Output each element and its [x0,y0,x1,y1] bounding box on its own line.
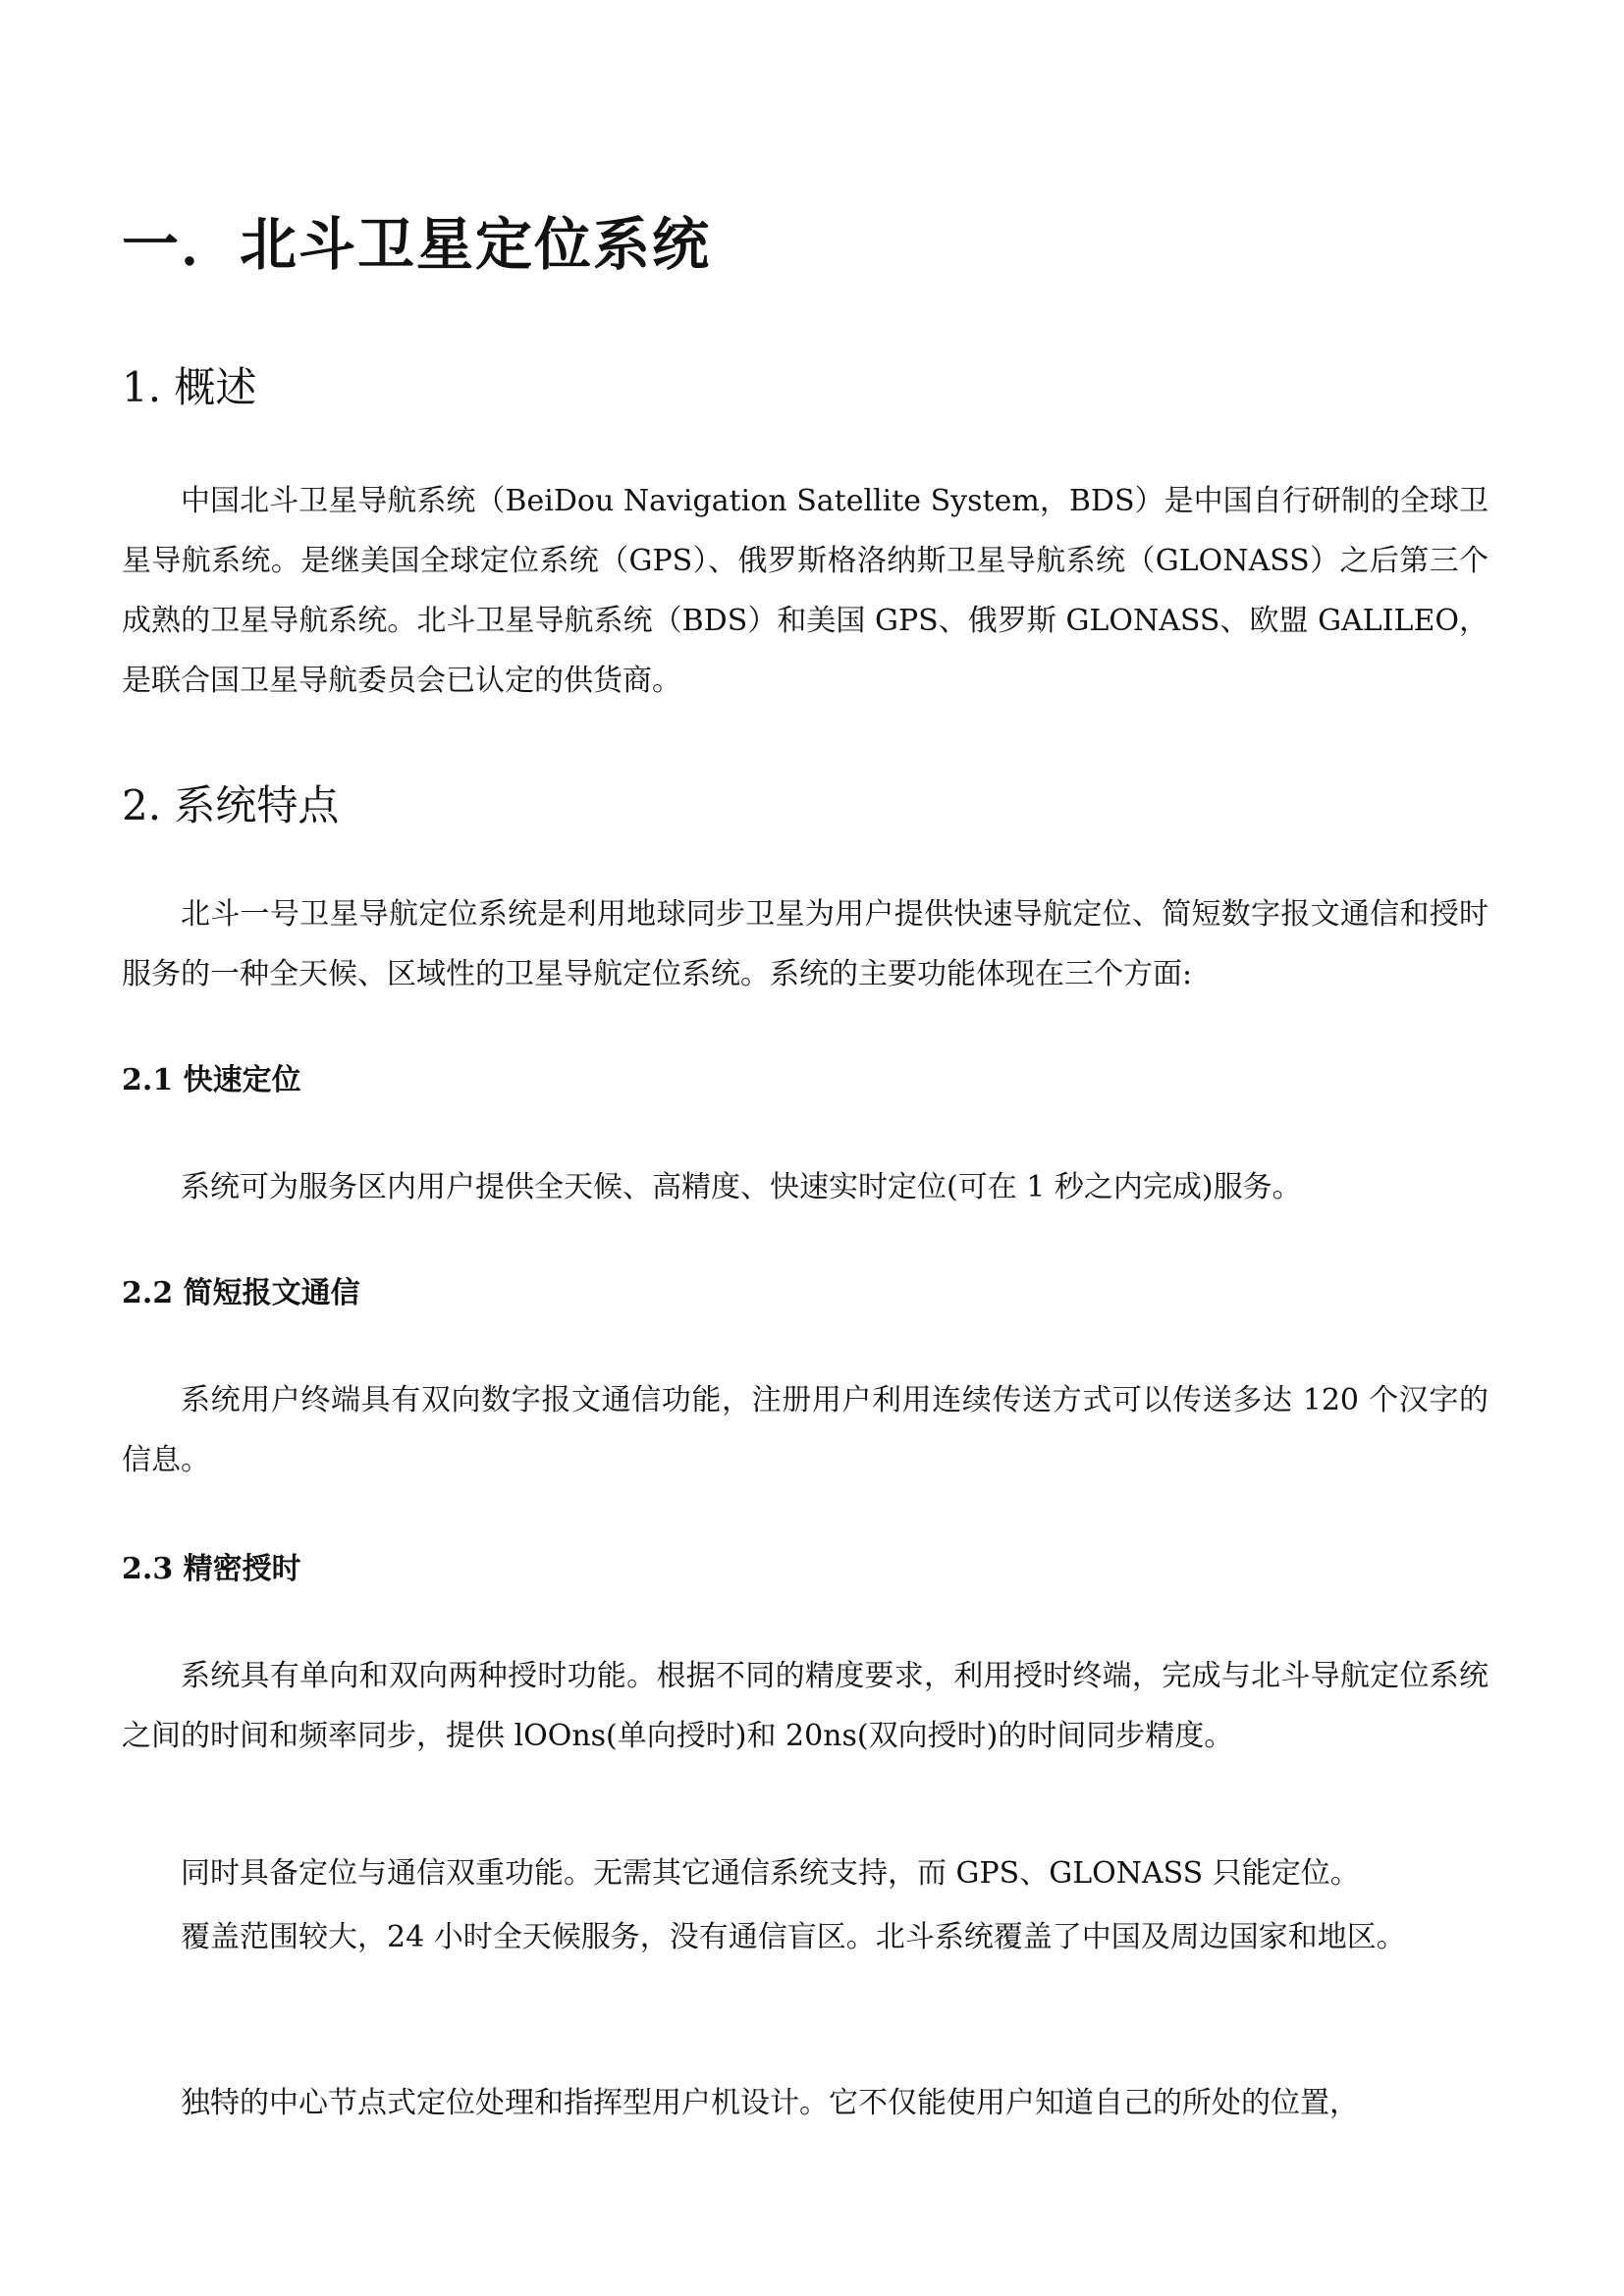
subsection-title-timing: 2.3 精密授时 [122,1552,301,1586]
paragraph-overview: 中国北斗卫星导航系统（BeiDou Navigation Satellite System，BDS）是中国自行研制的全球卫星导航系统。是继美国全球定位系统（GPS）、俄罗斯格洛纳斯卫星导航系统（GLONASS）之后第三个成熟的卫星导航系统。北斗卫星导航系统（BDS）和美国 GPS、俄罗斯 GLONASS、欧盟 GALILEO，是联合国卫星导航委员会已认定的供货商。 [122,484,1489,698]
main-heading: 一．北斗卫星定位系统 [122,211,712,278]
subsection-title-fast-positioning: 2.1 快速定位 [122,1063,301,1097]
subsection-title-short-message: 2.2 简短报文通信 [122,1276,360,1310]
paragraph-extra-2: 覆盖范围较大，24 小时全天候服务，没有通信盲区。北斗系统覆盖了中国及周边国家和地区。 [181,1920,1406,1954]
paragraph-features: 北斗一号卫星导航定位系统是利用地球同步卫星为用户提供快速导航定位、简短数字报文通信和授时服务的一种全天候、区域性的卫星导航定位系统。系统的主要功能体现在三个方面: [122,897,1489,991]
paragraph-extra-3: 独特的中心节点式定位处理和指挥型用户机设计。它不仅能使用户知道自己的所处的位置， [181,2086,1359,2120]
paragraph-short-message: 系统用户终端具有双向数字报文通信功能，注册用户利用连续传送方式可以传送多达 120 个汉字的信息。 [122,1383,1489,1477]
paragraph-fast-positioning: 系统可为服务区内用户提供全天候、高精度、快速实时定位(可在 1 秒之内完成)服务。 [181,1170,1302,1204]
section-title-features: 2. 系统特点 [122,781,340,829]
section-title-overview: 1. 概述 [122,363,257,411]
paragraph-timing: 系统具有单向和双向两种授时功能。根据不同的精度要求，利用授时终端，完成与北斗导航定位系统之间的时间和频率同步，提供 lOOns(单向授时)和 20ns(双向授时)的时间同步精度。 [122,1659,1489,1753]
paragraph-extra-1: 同时具备定位与通信双重功能。无需其它通信系统支持，而 GPS、GLONASS 只能定位。 [181,1856,1360,1891]
